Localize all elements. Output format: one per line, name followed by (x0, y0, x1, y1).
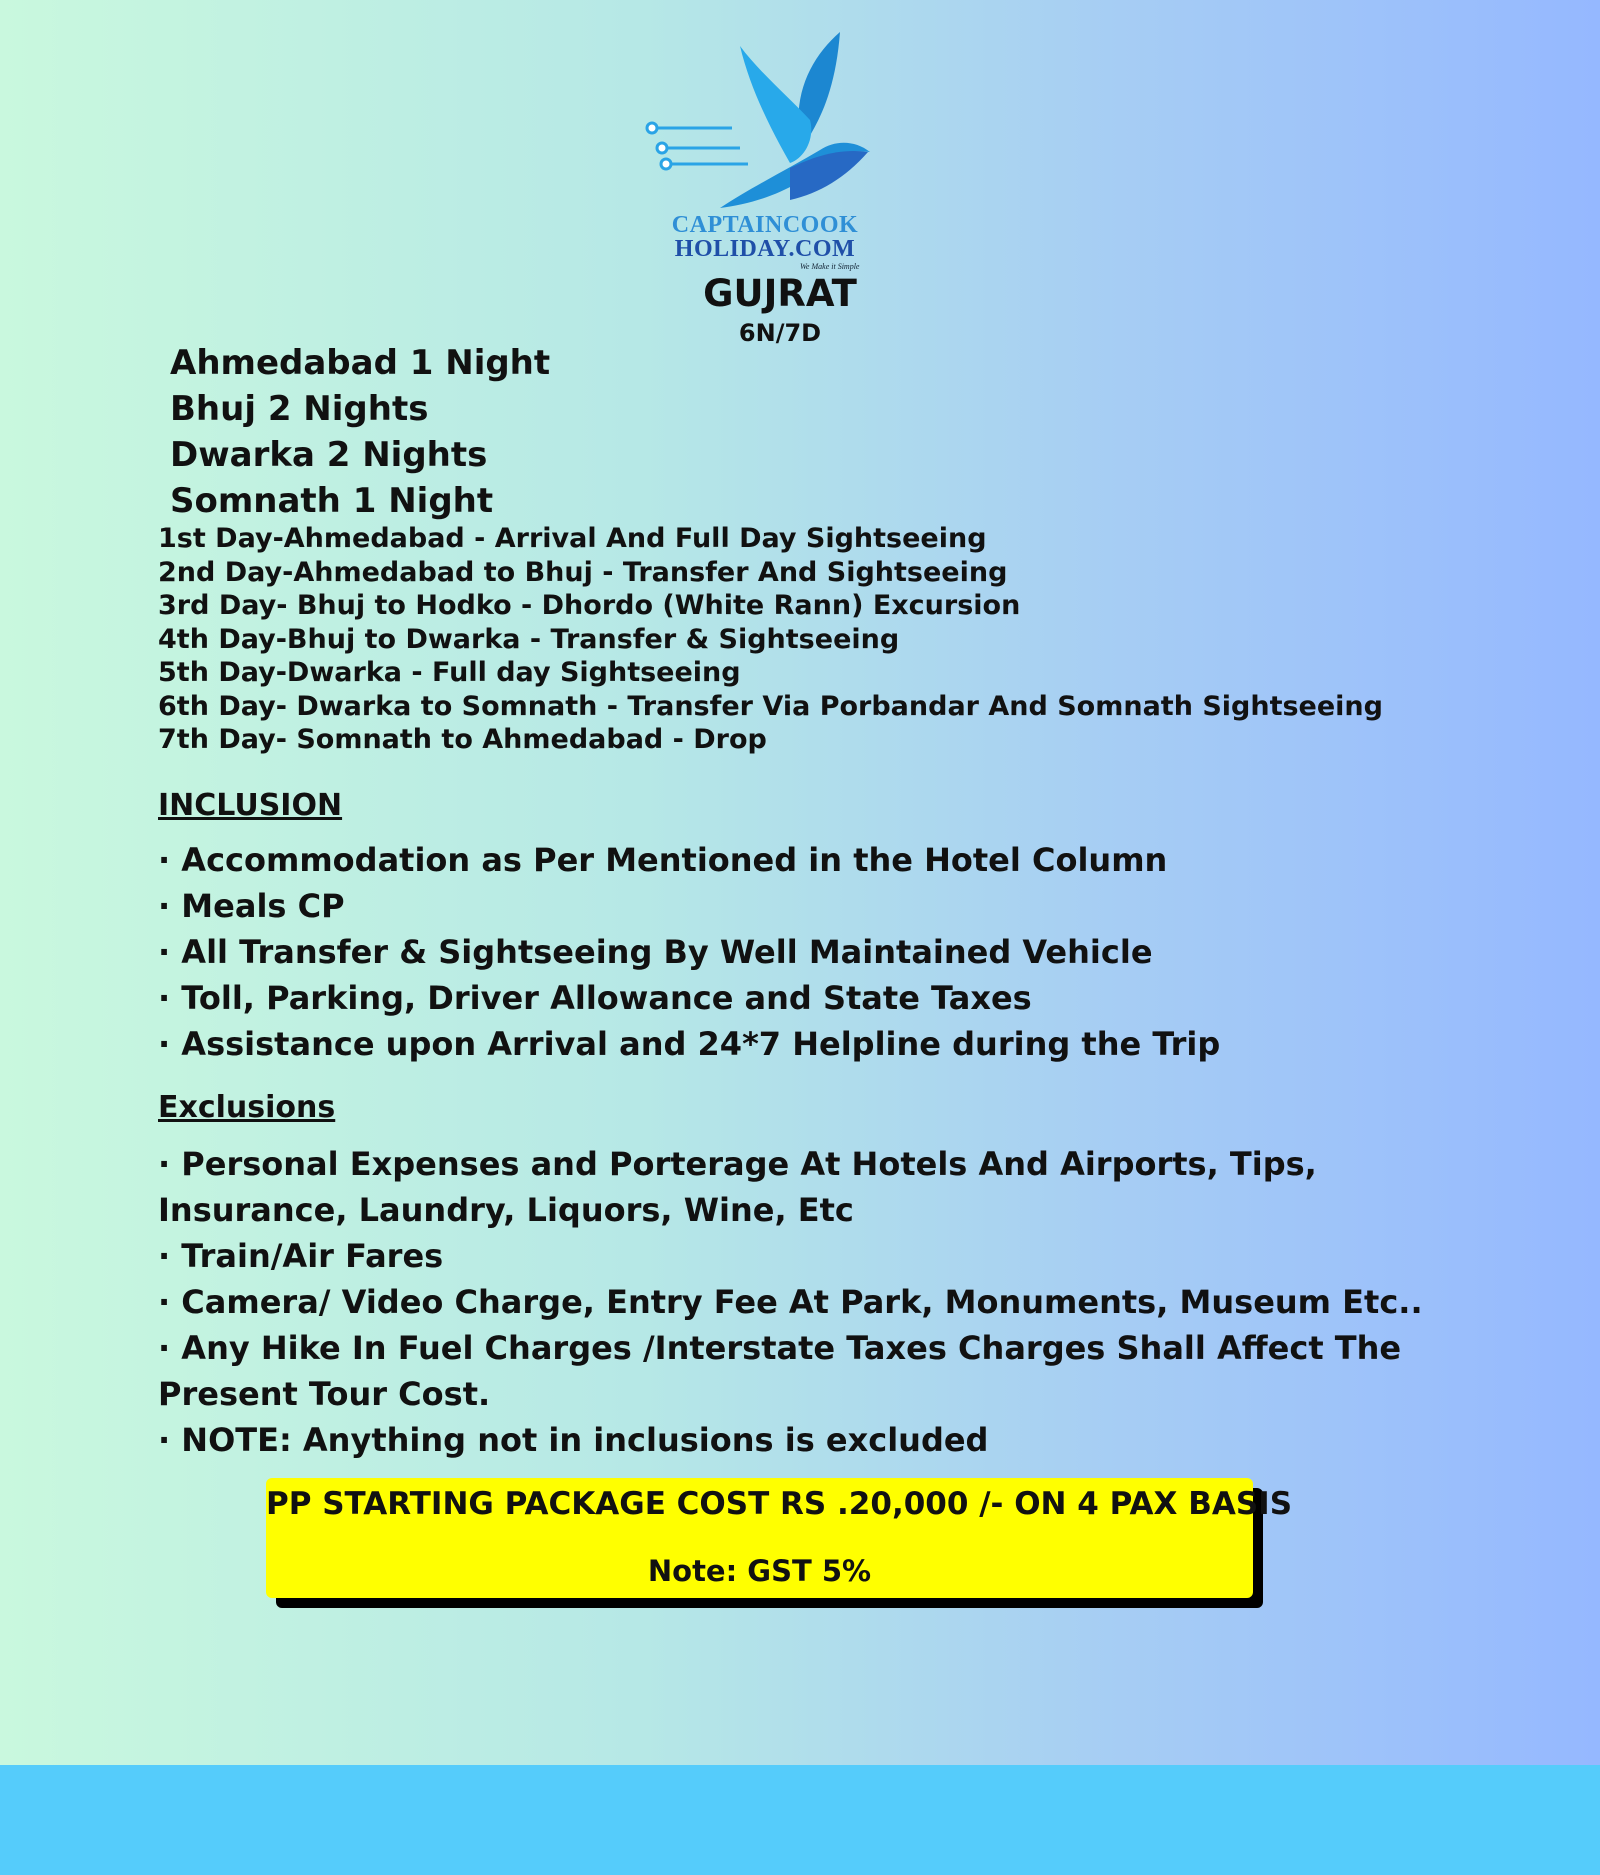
brand-tagline: We Make it Simple (800, 262, 860, 271)
package-cost: PP STARTING PACKAGE COST RS .20,000 /- ON 4 PAX BASIS (266, 1486, 1293, 1522)
bird-logo-icon (640, 28, 890, 213)
itinerary-day: 5th Day-Dwarka - Full day Sightseeing (158, 657, 741, 688)
stays-list (170, 340, 550, 524)
stay-item: Ahmedabad 1 Night (170, 343, 551, 383)
inclusion-item: · Toll, Parking, Driver Allowance and State Taxes (158, 979, 1032, 1017)
exclusions-list (158, 1141, 1423, 1463)
stay-item: Dwarka 2 Nights (170, 435, 488, 475)
itinerary-day: 4th Day-Bhuj to Dwarka - Transfer & Sightseeing (158, 623, 900, 655)
inclusion-item: · Assistance upon Arrival and 24*7 Helpline during the Trip (158, 1025, 1221, 1063)
brand-logo (640, 28, 890, 273)
gst-note: Note: GST 5% (647, 1554, 872, 1588)
itinerary-day: 1st Day-Ahmedabad - Arrival And Full Day Sightseeing (158, 523, 987, 554)
inclusion-heading: INCLUSION (158, 788, 343, 823)
itinerary-list (158, 522, 1383, 757)
duration-label: 6N/7D (738, 319, 822, 347)
itinerary-day: 7th Day- Somnath to Ahmedabad - Drop (158, 724, 767, 755)
exclusion-line: · Any Hike In Fuel Charges /Interstate Taxes Charges Shall Affect The (158, 1329, 1402, 1367)
page-title: GUJRAT (703, 272, 857, 315)
exclusion-line: · NOTE: Anything not in inclusions is excluded (158, 1421, 989, 1459)
exclusion-line: · Personal Expenses and Porterage At Hotels And Airports, Tips, (158, 1145, 1317, 1183)
exclusion-line: · Camera/ Video Charge, Entry Fee At Park, Monuments, Museum Etc.. (158, 1283, 1423, 1321)
itinerary-day: 6th Day- Dwarka to Somnath - Transfer Via Porbandar And Somnath Sightseeing (158, 690, 1383, 722)
brand-name-line2: HOLIDAY.COM (674, 236, 856, 262)
exclusion-line: Present Tour Cost. (158, 1375, 491, 1413)
price-box (266, 1478, 1293, 1598)
footer-bar (0, 1765, 1600, 1875)
inclusion-item: · Accommodation as Per Mentioned in the Hotel Column (158, 841, 1168, 879)
brand-name-line1: CAPTAINCOOK (671, 212, 859, 238)
itinerary-day: 3rd Day- Bhuj to Hodko - Dhordo (White Rann) Excursion (158, 590, 1021, 621)
itinerary-day: 2nd Day-Ahmedabad to Bhuj - Transfer And Sightseeing (158, 556, 1008, 588)
inclusion-item: · Meals CP (158, 887, 345, 925)
stay-item: Somnath 1 Night (170, 481, 494, 521)
inclusion-list (158, 837, 1220, 1067)
stay-item: Bhuj 2 Nights (170, 389, 429, 429)
exclusion-line: Insurance, Laundry, Liquors, Wine, Etc (158, 1191, 854, 1229)
inclusion-item: · All Transfer & Sightseeing By Well Maintained Vehicle (158, 933, 1153, 971)
exclusions-heading: Exclusions (158, 1090, 336, 1125)
exclusion-line: · Train/Air Fares (158, 1237, 444, 1275)
